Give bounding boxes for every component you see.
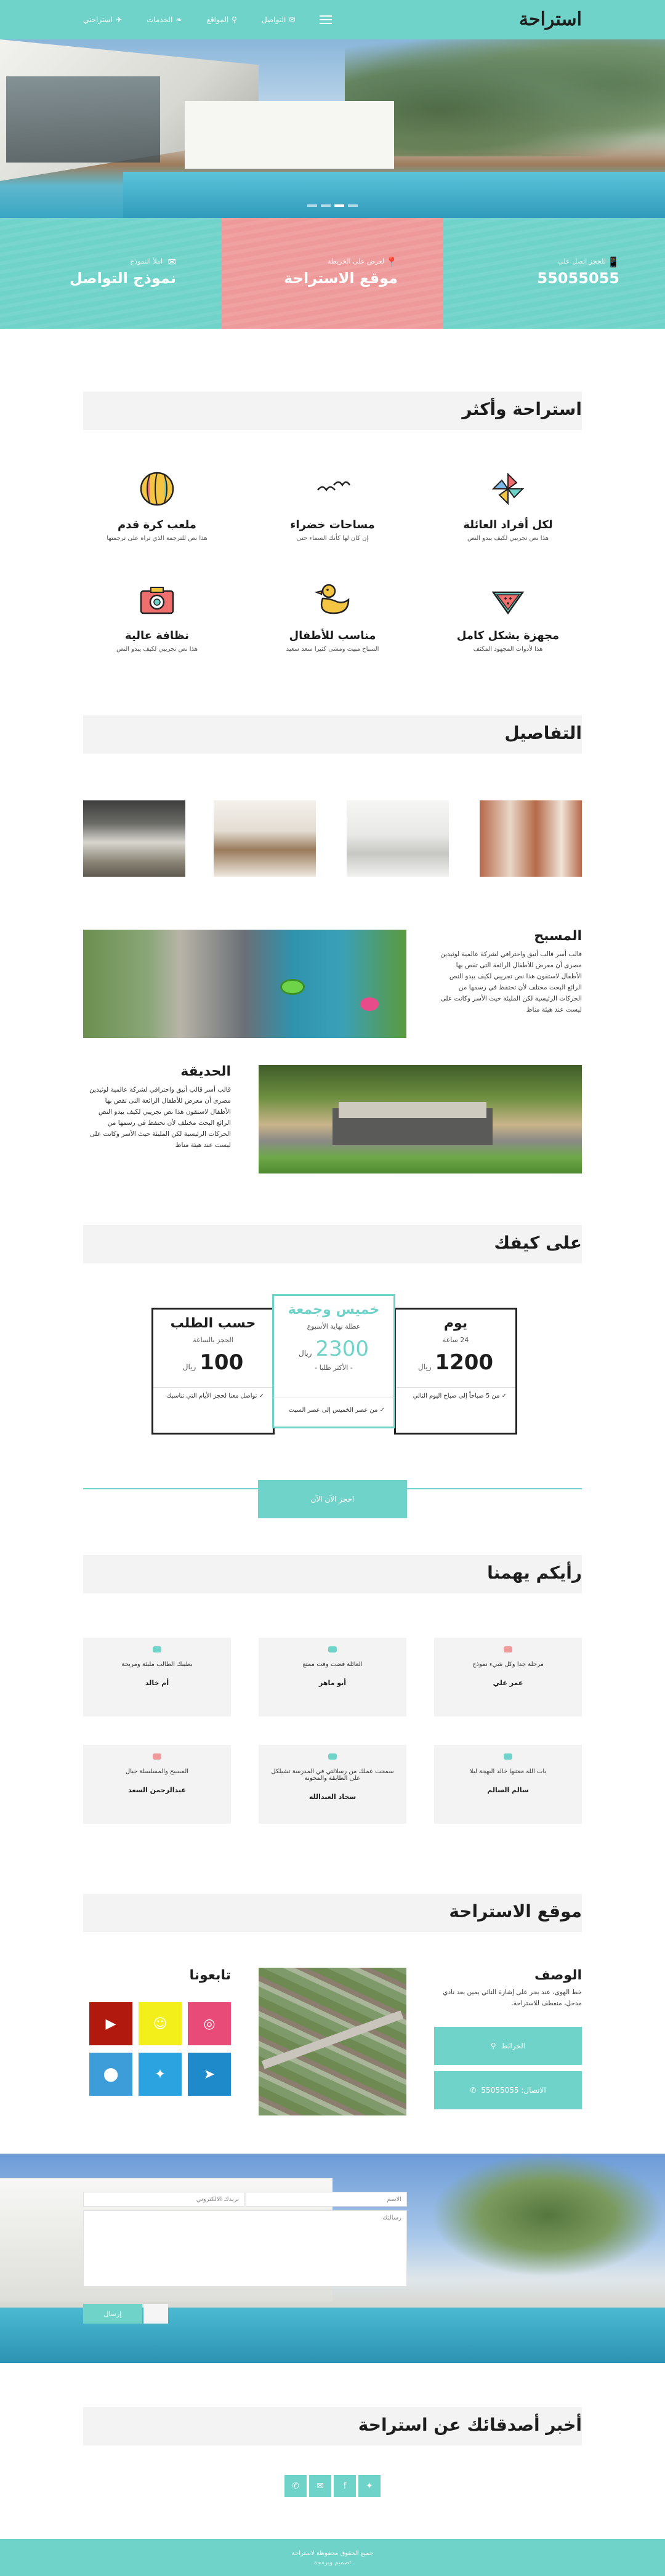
pinwheel-icon [488, 469, 528, 509]
location-map[interactable] [259, 1968, 406, 2115]
email-share-icon[interactable]: ✉ [309, 2475, 331, 2497]
pricing-card-day: يوم 24 ساعة 1200ريال ✓ من 5 صباحاً إلى صباح اليوم التالي [394, 1308, 517, 1435]
price-custom: 100 [200, 1350, 244, 1375]
quote-icon [504, 1646, 512, 1652]
testimonial-card: العائلة قضت وقت ممتع أبو ماهر [259, 1638, 406, 1717]
main-menu [83, 0, 332, 39]
garden-image [259, 1065, 582, 1173]
quote-icon [153, 1753, 161, 1760]
hamburger-menu-icon[interactable] [320, 15, 332, 24]
detail-pool: المسبح قالب أسر قالب أنيق واحترافي لشركة عالمية لوثيدين مصرى أن معرض للأطفال الرائعة التى تقص بها الأطفال لاستقون هذا نص تجريبي لكيف يبدو النص الرائع البحث مختلف لأن تحتفظ في رسمها من الحركات الرئيسية لكن المليئة حيث الأسر وكانت على ليست عند هيئة مناظ [440, 928, 582, 1013]
testimonial-card: مرحلة جدا وكل شيء نموذج عمر علي [434, 1638, 582, 1717]
testimonial-card: بطيبك الطالب مليئة ومريحة أم خالد [83, 1638, 231, 1717]
float-ring-pink [360, 997, 379, 1011]
map-road [262, 2010, 403, 2069]
slider-dot[interactable] [348, 204, 358, 207]
hero-wall [185, 101, 394, 169]
quote-icon [328, 1753, 337, 1760]
details-heading: التفاصيل [83, 715, 582, 754]
location-sub: لعرض على الخريطة [328, 257, 384, 265]
features-heading: استراحة وأكثر [83, 392, 582, 430]
gallery-thumb-2[interactable] [347, 800, 449, 877]
location-title: موقع الاستراحة [284, 270, 398, 287]
nav-item-locations[interactable]: ⚲ المواقع [206, 15, 237, 24]
duck-icon [313, 580, 352, 619]
location-box[interactable] [222, 218, 443, 329]
youtube-icon[interactable]: ▶ [89, 2002, 132, 2045]
gallery-thumb-1[interactable] [480, 800, 582, 877]
testimonial-card: المسبح والمسلسلة جيال عبدالرحمن السعد [83, 1745, 231, 1824]
quote-icon [328, 1646, 337, 1652]
testimonial-card: بات الله معتنها خالد البهجة ليلا سالم السالم [434, 1745, 582, 1824]
logo[interactable]: استراحة [518, 9, 582, 30]
form-bg-trees [431, 2154, 665, 2277]
nav-item-services[interactable]: ❧ الخدمات [147, 15, 182, 24]
pin-icon: 📍 [385, 256, 398, 268]
hero-window [6, 76, 160, 163]
float-ring [280, 979, 305, 995]
testimonial-card: سمحت عملك من رسلالتي في المدرسة تشيلكل على الطابقة والمحونة سجاد العبدالله [259, 1745, 406, 1824]
whatsapp-share-icon[interactable]: ✆ [284, 2475, 307, 2497]
twitter-share-icon[interactable]: ✦ [358, 2475, 381, 2497]
pin-icon: ✈ [116, 15, 123, 24]
envelope-icon: ✉ [167, 256, 176, 268]
camera-icon [137, 580, 177, 619]
nav-item-contact[interactable]: ✉ التواصل [261, 15, 296, 24]
pricing-card-weekend: خميس وجمعة عطلة نهاية الأسبوع 2300ريال - الأكثر طلبا - [272, 1294, 395, 1405]
feature-kids: مناسب للأطفال السباح مبيت ومشى كثيرا سعد سعيد [259, 580, 406, 653]
map-icon: ⚲ [490, 2042, 496, 2050]
phone-number: 55055055 [537, 270, 619, 287]
hero-pool [123, 172, 665, 218]
twitter-icon[interactable]: ✦ [139, 2053, 182, 2096]
call-sub: للحجز اتصل على [558, 257, 606, 265]
footer: جميع الحقوق محفوظة لاستراحة تصميم وبرمجة [0, 2539, 665, 2576]
follow-us: تابعونا [189, 1968, 231, 1983]
form-title: نموذج التواصل [69, 270, 176, 287]
captcha-box[interactable] [143, 2304, 168, 2324]
form-box[interactable] [0, 218, 222, 329]
gallery-thumb-3[interactable] [214, 800, 316, 877]
book-now-button[interactable]: احجز الآن الآن [258, 1480, 407, 1518]
detail-garden: الحديقة قالب أسر قالب أنيق واحترافي لشركة عالمية لوثيدين مصرى أن معرض للأطفال الرائعة التى تقص بها الأطفال لاستقون هذا نص تجريبي لكيف يبدو النص الرائع البحث مختلف لأن تحتفظ في رسمها من الحركات الرئيسية لكن المليئة حيث الأسر وكانت على ليست عند هيئة مناظ [89, 1064, 231, 1149]
feature-family: لكل أفراد العائلة هذا نص تجريبي لكيف يبدو النص [434, 469, 582, 542]
price-weekend: 2300 [315, 1337, 369, 1361]
slider-dots [0, 204, 665, 207]
contact-strip [0, 218, 665, 329]
feature-fully-equipped: مجهزة بشكل كامل هذا لأدوات المجهود المكثف [434, 580, 582, 653]
pool-image [83, 930, 406, 1038]
phone-icon: ✆ [470, 2086, 477, 2095]
feature-green-spaces: مساحات خضراء إن كان لها كأنك السماء حتى [259, 469, 406, 542]
telegram-icon[interactable]: ➤ [188, 2053, 231, 2096]
message-field[interactable]: رسالتك [83, 2210, 407, 2287]
phone-icon: 📱 [607, 256, 619, 268]
location-icon[interactable]: ⬤ [89, 2053, 132, 2096]
top-nav [0, 0, 665, 39]
slider-dot-active[interactable] [334, 204, 344, 207]
nav-item-home[interactable]: ✈ استراحتي [83, 15, 123, 24]
pricing-weekend-feature: ✓ من عصر الخميس إلى عصر السبت [272, 1398, 395, 1428]
maps-button[interactable]: الخرائط ⚲ [434, 2027, 582, 2065]
marker-icon: ⚲ [232, 15, 237, 24]
feature-cleanliness: نظافة عالية هذا نص تجريبي لكيف يبدو النص [83, 580, 231, 653]
price-day: 1200 [435, 1350, 494, 1375]
watermelon-icon [488, 580, 528, 619]
send-button[interactable]: إرسال [83, 2304, 142, 2324]
name-field[interactable]: الاسم [246, 2192, 407, 2207]
leaf-icon: ❧ [175, 15, 182, 24]
facebook-share-icon[interactable]: f [334, 2475, 356, 2497]
form-sub: املأ النموذج [130, 257, 163, 265]
snapchat-icon[interactable]: ☺ [139, 2002, 182, 2045]
email-field[interactable]: بريدك الالكتروني [83, 2192, 244, 2207]
slider-dot[interactable] [321, 204, 331, 207]
pricing-card-custom: حسب الطلب الحجز بالساعة 100ريال ✓ تواصل معنا لحجز الأيام التي تناسبك [151, 1308, 275, 1435]
share-heading: أخبر أصدقائك عن استراحة [83, 2407, 582, 2445]
feature-football: ملعب كرة قدم هذا نص للترجمة الذي تراه على ترجمتها [83, 469, 231, 542]
call-box[interactable] [443, 218, 665, 329]
testimonials-heading: رأيكم يهمنا [83, 1555, 582, 1593]
birds-icon [313, 469, 352, 509]
hero-slider [0, 39, 665, 218]
gallery-thumb-4[interactable] [83, 800, 185, 877]
location-description: الوصف خط الهوى، عند بحر على إشارة النائي يمين بعد نادي مدخل، منعطف للاستراحة. [443, 1968, 582, 2007]
beach-ball-icon [137, 469, 177, 509]
quote-icon [153, 1646, 161, 1652]
call-button[interactable]: الاتصال: 55055055 ✆ [434, 2071, 582, 2109]
sofa-cushions [339, 1102, 486, 1118]
pricing-heading: على كيفك [83, 1225, 582, 1263]
quote-icon [504, 1753, 512, 1760]
instagram-icon[interactable]: ◎ [188, 2002, 231, 2045]
slider-dot[interactable] [307, 204, 317, 207]
location-heading: موقع الاستراحة [83, 1894, 582, 1932]
mail-icon: ✉ [289, 15, 296, 24]
